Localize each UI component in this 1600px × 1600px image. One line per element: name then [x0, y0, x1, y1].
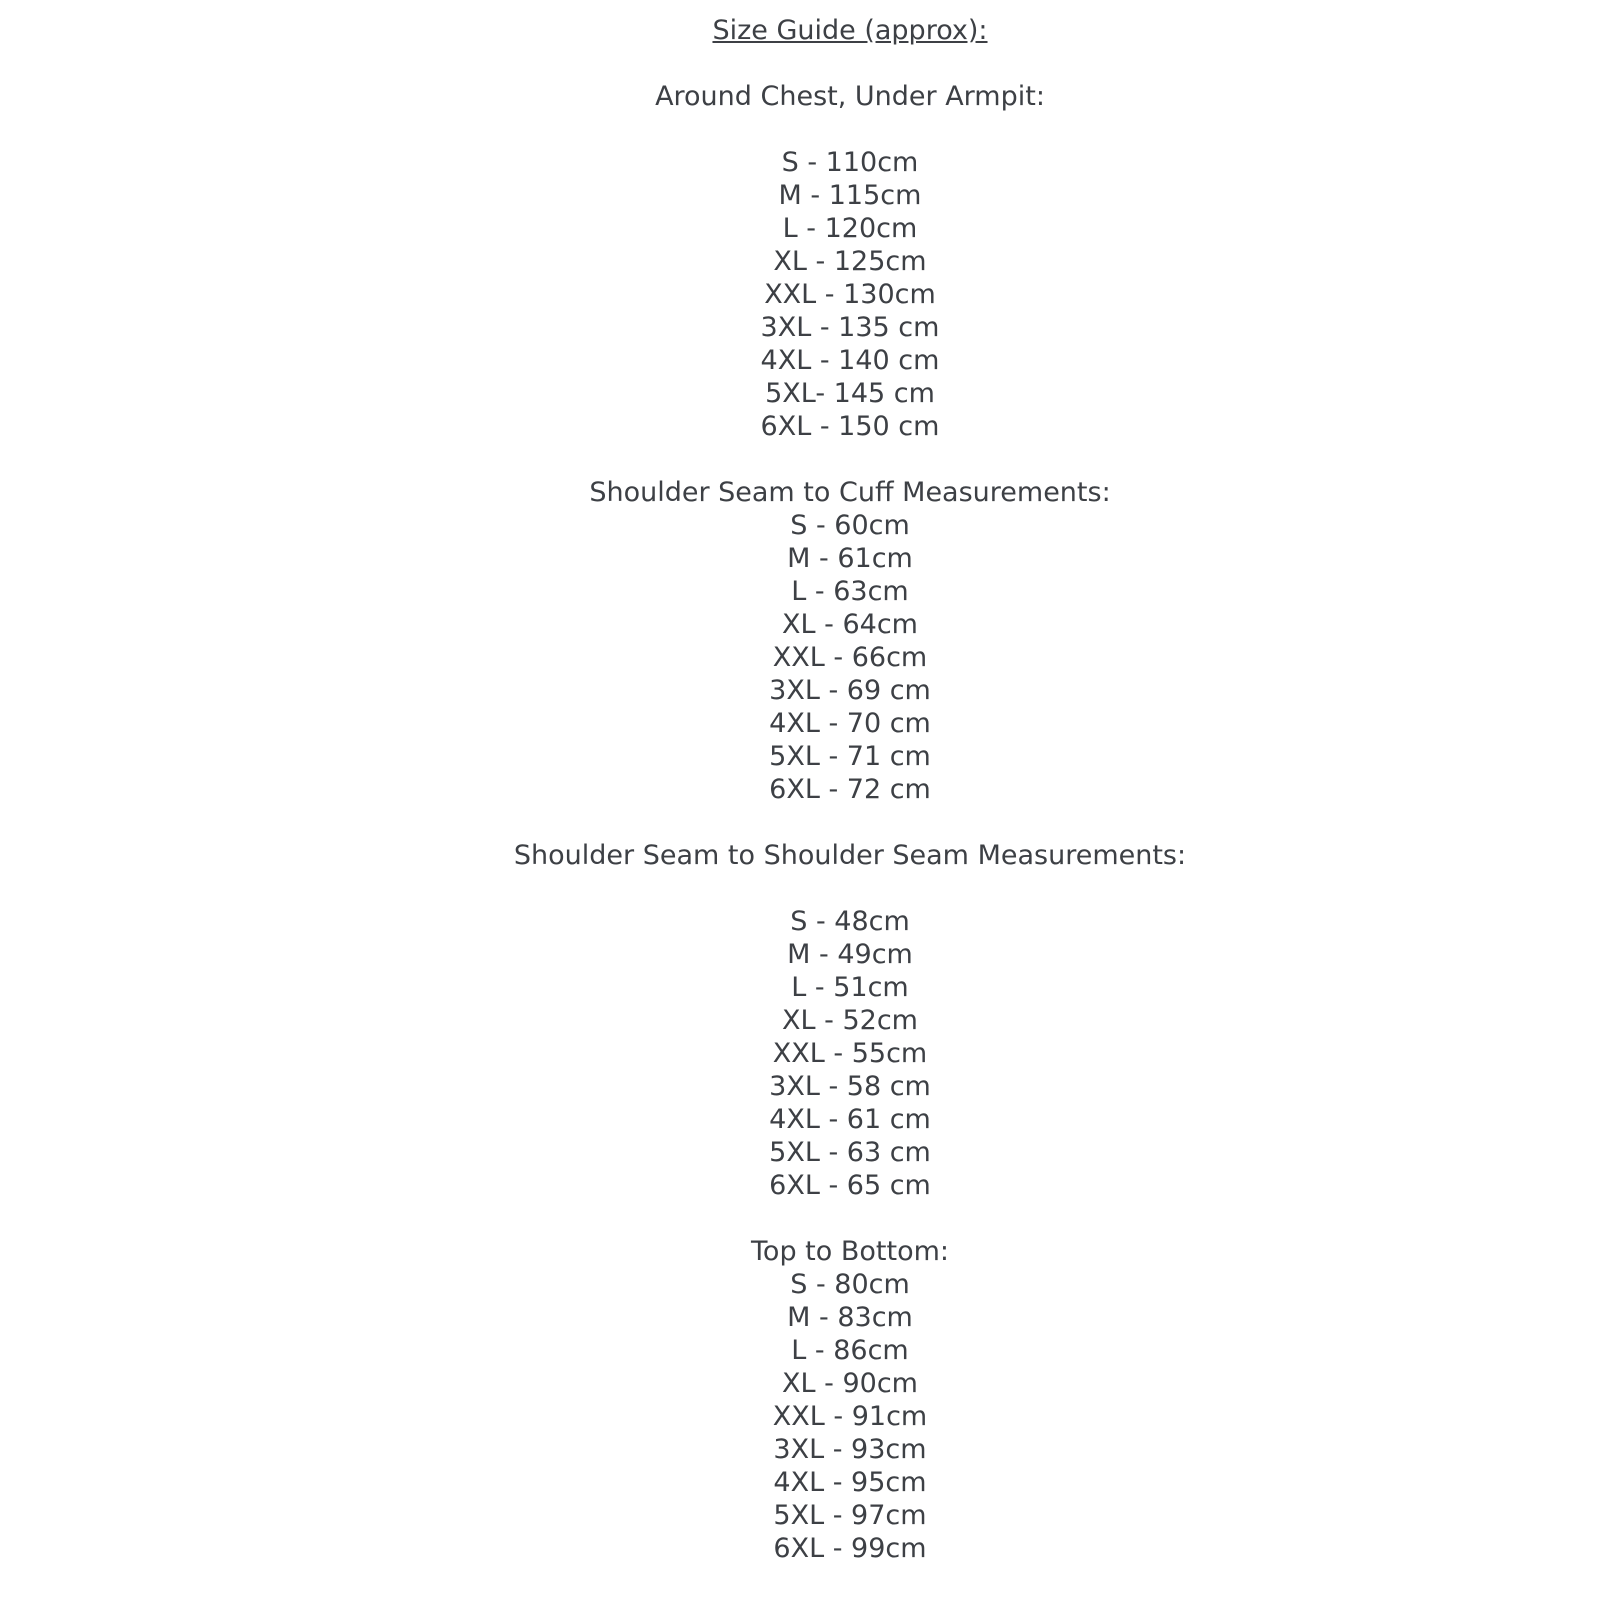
section-shoulder-to-shoulder [100, 839, 1600, 1202]
size-line: S - 80cm [790, 1269, 910, 1300]
size-line: L - 86cm [791, 1335, 909, 1366]
size-line: 5XL - 71 cm [769, 741, 931, 772]
size-line: M - 115cm [778, 180, 922, 211]
size-line: 5XL - 97cm [773, 1500, 927, 1531]
size-line: S - 110cm [781, 147, 919, 178]
size-line: XL - 52cm [782, 1005, 918, 1036]
size-line: XL - 90cm [782, 1368, 918, 1399]
size-line: 5XL- 145 cm [765, 378, 935, 409]
size-line: XXL - 91cm [772, 1401, 928, 1432]
section-top-to-bottom [100, 1235, 1600, 1565]
size-line: L - 120cm [782, 213, 918, 244]
section-heading: Shoulder Seam to Cuff Measurements: [589, 477, 1111, 508]
size-line: 3XL - 58 cm [769, 1071, 931, 1102]
size-line: L - 63cm [791, 576, 909, 607]
section-heading: Shoulder Seam to Shoulder Seam Measurements: [513, 840, 1187, 871]
size-line: 6XL - 99cm [773, 1533, 927, 1564]
section-shoulder-to-cuff [100, 476, 1600, 806]
size-line: XXL - 66cm [772, 642, 928, 673]
size-line: L - 51cm [791, 972, 909, 1003]
size-line: XL - 64cm [782, 609, 918, 640]
size-line: XXL - 55cm [772, 1038, 928, 1069]
size-line: 5XL - 63 cm [769, 1137, 931, 1168]
size-line: 4XL - 70 cm [769, 708, 931, 739]
size-line: S - 60cm [790, 510, 910, 541]
section-heading: Top to Bottom: [751, 1236, 949, 1267]
section-heading: Around Chest, Under Armpit: [655, 81, 1045, 112]
size-line: 4XL - 140 cm [760, 345, 940, 376]
size-line: S - 48cm [790, 906, 910, 937]
section-around-chest [100, 80, 1600, 443]
size-line: M - 83cm [787, 1302, 913, 1333]
size-line: 6XL - 150 cm [760, 411, 940, 442]
size-line: 6XL - 65 cm [769, 1170, 931, 1201]
size-line: 3XL - 69 cm [769, 675, 931, 706]
size-line: M - 49cm [787, 939, 913, 970]
size-line: 4XL - 61 cm [769, 1104, 931, 1135]
size-line: 3XL - 93cm [773, 1434, 927, 1465]
page-title: Size Guide (approx): [712, 15, 988, 46]
size-line: 6XL - 72 cm [769, 774, 931, 805]
size-line: 4XL - 95cm [773, 1467, 927, 1498]
size-line: M - 61cm [787, 543, 913, 574]
size-line: XL - 125cm [773, 246, 927, 277]
size-line: 3XL - 135 cm [760, 312, 940, 343]
size-line: XXL - 130cm [764, 279, 936, 310]
